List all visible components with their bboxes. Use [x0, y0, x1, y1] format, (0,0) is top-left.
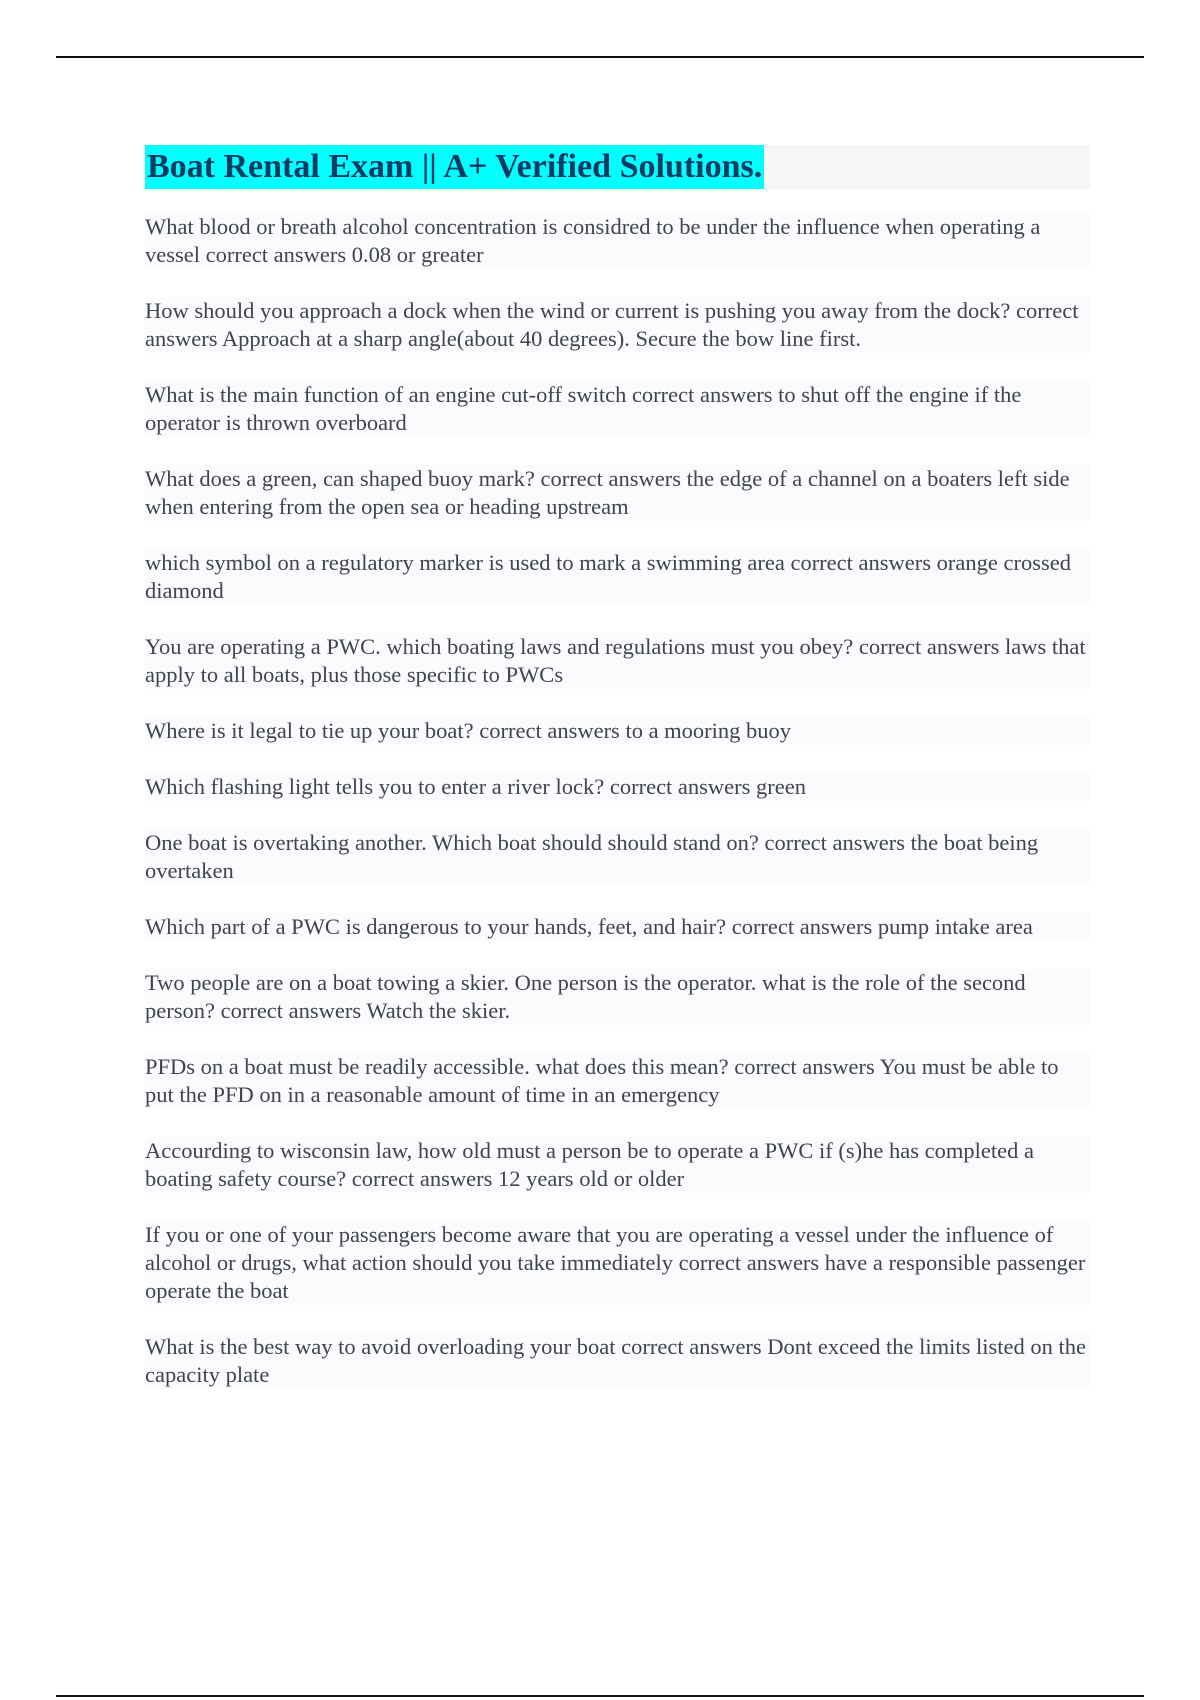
qa-item: What does a green, can shaped buoy mark? correct answers the edge of a channel on a boaters left side when entering from the open sea or heading upstream: [145, 465, 1090, 521]
document-title: Boat Rental Exam || A+ Verified Solutions.: [145, 145, 764, 189]
footer-rule: [56, 1695, 1144, 1697]
qa-item: Accourding to wisconsin law, how old must a person be to operate a PWC if (s)he has completed a boating safety course? correct answers 12 years old or older: [145, 1137, 1090, 1193]
qa-item: If you or one of your passengers become aware that you are operating a vessel under the influence of alcohol or drugs, what action should you take immediately correct answers have a responsible passenger operate the boat: [145, 1221, 1090, 1305]
qa-item: PFDs on a boat must be readily accessible. what does this mean? correct answers You must be able to put the PFD on in a reasonable amount of time in an emergency: [145, 1053, 1090, 1109]
qa-item: What is the main function of an engine cut-off switch correct answers to shut off the engine if the operator is thrown overboard: [145, 381, 1090, 437]
title-bar: [145, 145, 1090, 189]
qa-item: How should you approach a dock when the wind or current is pushing you away from the dock? correct answers Approach at a sharp angle(about 40 degrees). Secure the bow line first.: [145, 297, 1090, 353]
qa-item: Where is it legal to tie up your boat? correct answers to a mooring buoy: [145, 717, 1090, 745]
qa-list: [145, 213, 1090, 1389]
qa-item: Which flashing light tells you to enter a river lock? correct answers green: [145, 773, 1090, 801]
qa-item: Which part of a PWC is dangerous to your hands, feet, and hair? correct answers pump intake area: [145, 913, 1090, 941]
qa-item: What is the best way to avoid overloading your boat correct answers Dont exceed the limits listed on the capacity plate: [145, 1333, 1090, 1389]
qa-item: What blood or breath alcohol concentration is considred to be under the influence when operating a vessel correct answers 0.08 or greater: [145, 213, 1090, 269]
document-body: [145, 145, 1090, 1417]
qa-item: which symbol on a regulatory marker is used to mark a swimming area correct answers orange crossed diamond: [145, 549, 1090, 605]
qa-item: You are operating a PWC. which boating laws and regulations must you obey? correct answers laws that apply to all boats, plus those specific to PWCs: [145, 633, 1090, 689]
qa-item: Two people are on a boat towing a skier. One person is the operator. what is the role of the second person? correct answers Watch the skier.: [145, 969, 1090, 1025]
qa-item: One boat is overtaking another. Which boat should should stand on? correct answers the boat being overtaken: [145, 829, 1090, 885]
header-rule: [56, 56, 1144, 58]
